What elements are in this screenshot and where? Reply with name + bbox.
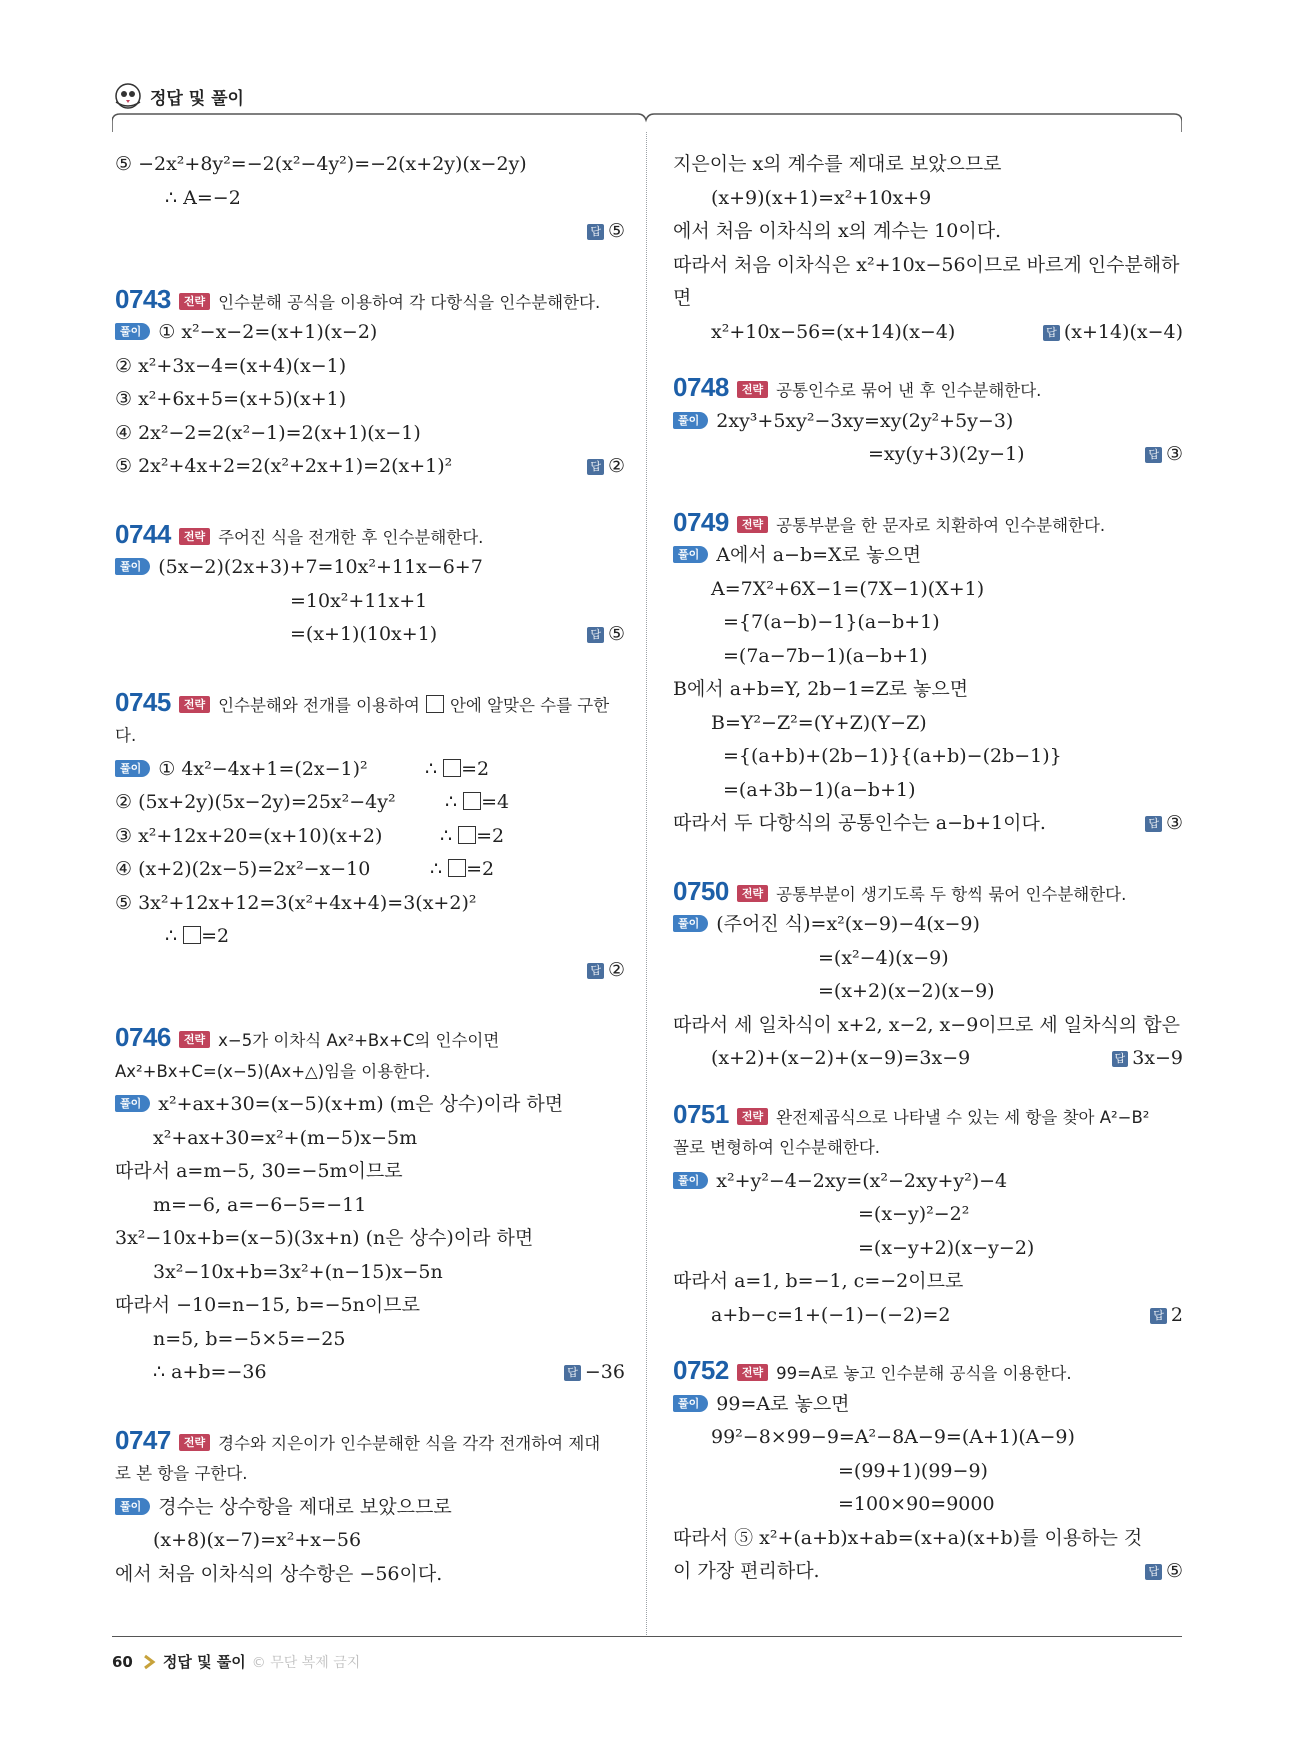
problem-0751 [673, 1098, 1183, 1333]
solution-line: A에서 a−b=X로 놓으면 [716, 544, 922, 566]
strategy-text: 공통인수로 묶어 낸 후 인수분해한다. [776, 381, 1042, 400]
strategy-text: 완전제곱식으로 나타낼 수 있는 세 항을 찾아 A²−B² [776, 1107, 1150, 1127]
solution-line: =(x²−4)(x−9) [818, 946, 949, 969]
solution-line: =(x−y)²−2² [858, 1203, 970, 1225]
strategy-badge: 전략 [179, 528, 210, 545]
blank-box-icon [458, 826, 476, 844]
solution-line: ⑤ −2x²+8y²=−2(x²−4y²)=−2(x+2y)(x−2y) [115, 153, 527, 175]
answer-icon: 답 [564, 1365, 581, 1381]
answer-icon: 답 [1145, 1564, 1162, 1580]
owl-mascot-icon [112, 80, 144, 112]
solution-line: (x+2)+(x−2)+(x−9)=3x−9 [711, 1047, 971, 1069]
answer: 답 ⑤ [587, 215, 625, 249]
problem-number: 0747 [115, 1424, 171, 1455]
solution-line: ② x²+3x−4=(x+4)(x−1) [115, 354, 347, 377]
solution-line: 이 가장 편리하다. [673, 1560, 820, 1582]
strategy-text: 인수분해 공식을 이용하여 각 다항식을 인수분해한다. [218, 292, 601, 312]
blank-box-icon [448, 859, 466, 877]
answer: 답 (x+14)(x−4) [1043, 316, 1183, 350]
strategy-badge: 전략 [737, 885, 768, 902]
solution-badge: 풀이 [115, 760, 150, 777]
solution-line: m=−6, a=−6−5=−11 [153, 1193, 367, 1216]
answer-icon: 답 [1112, 1051, 1129, 1067]
page-footer [112, 1651, 360, 1672]
problem-number: 0745 [115, 686, 171, 717]
solution-line: 따라서 a=1, b=−1, c=−2이므로 [673, 1270, 964, 1292]
blank-box-icon [426, 695, 444, 713]
answer: 답 ② [587, 450, 625, 484]
strategy-text: 공통부분을 한 문자로 치환하여 인수분해한다. [776, 515, 1106, 535]
blank-box-icon [463, 792, 481, 810]
answer: 답 3x−9 [1112, 1042, 1183, 1076]
solution-line: 따라서 −10=n−15, b=−5n이므로 [115, 1294, 420, 1316]
problem-number: 0750 [673, 875, 729, 906]
solution-line: x²+10x−56=(x+14)(x−4) [711, 320, 956, 343]
solution-badge: 풀이 [115, 1498, 150, 1515]
solution-line: =(7a−7b−1)(a−b+1) [723, 644, 928, 667]
answer: 답 ⑤ [1145, 1555, 1183, 1589]
answer-icon: 답 [587, 459, 604, 475]
problem-0752 [673, 1354, 1183, 1589]
solution-line: 따라서 ⑤ x²+(a+b)x+ab=(x+a)(x+b)를 이용하는 것 [673, 1526, 1143, 1549]
problem-number: 0751 [673, 1098, 729, 1129]
strategy-text: 경수와 지은이가 인수분해한 식을 각각 전개하여 제대 [218, 1433, 601, 1453]
answer: 답 ③ [1145, 807, 1183, 841]
problem-0749 [673, 506, 1183, 841]
footer-rule [112, 1636, 1182, 1637]
problem-number: 0743 [115, 283, 171, 314]
solution-line: 99²−8×99−9=A²−8A−9=(A+1)(A−9) [711, 1426, 1075, 1448]
solution-badge: 풀이 [115, 558, 150, 575]
answer-icon: 답 [587, 224, 604, 240]
solution-line: ③ x²+6x+5=(x+5)(x+1) [115, 388, 347, 410]
strategy-badge: 전략 [179, 1031, 210, 1048]
strategy-text: 99=A로 놓고 인수분해 공식을 이용한다. [776, 1364, 1072, 1383]
strategy-text: 주어진 식을 전개한 후 인수분해한다. [218, 527, 484, 547]
strategy-text: Ax²+Bx+C=(x−5)(Ax+△)임을 이용한다. [115, 1061, 431, 1081]
solution-line: 3x²−10x+b=3x²+(n−15)x−5n [153, 1260, 443, 1283]
answer: 답 ⑤ [587, 618, 625, 652]
problem-number: 0749 [673, 506, 729, 537]
solution-line: 따라서 두 다항식의 공통인수는 a−b+1이다. [673, 812, 1046, 834]
solution-badge: 풀이 [673, 915, 708, 932]
solution-line: ④ 2x²−2=2(x²−1)=2(x+1)(x−1) [115, 421, 421, 444]
continued-solution [115, 148, 625, 249]
right-column [673, 148, 1183, 1589]
blank-box-icon [443, 759, 461, 777]
problem-number: 0752 [673, 1355, 729, 1385]
solution-line: x²+y²−4−2xy=(x²−2xy+y²)−4 [716, 1169, 1008, 1192]
answer: 답 ③ [1145, 438, 1183, 472]
problem-number: 0744 [115, 518, 171, 549]
solution-line: (주어진 식)=x²(x−9)−4(x−9) [716, 913, 980, 935]
solution-line: ∴ A=−2 [165, 186, 241, 209]
problem-0747 [115, 1424, 625, 1592]
solution-line: ={(a+b)+(2b−1)}{(a+b)−(2b−1)} [723, 745, 1062, 767]
problem-0744 [115, 518, 625, 652]
strategy-badge: 전략 [737, 516, 768, 533]
page-number: 60 [112, 1652, 133, 1671]
solution-line: =(x+1)(10x+1) [290, 623, 438, 645]
footer-title: 정답 및 풀이 [162, 1653, 246, 1671]
solution-line: ∴ a+b=−36 [153, 1361, 267, 1383]
header-title: 정답 및 풀이 [150, 88, 244, 109]
watermark: © 무단 복제 금지 [251, 1654, 361, 1671]
strategy-badge: 전략 [737, 381, 768, 398]
solution-line: 따라서 처음 이차식은 x²+10x−56이므로 바르게 인수분해하 [673, 253, 1180, 276]
strategy-text: 인수분해와 전개를 이용하여 [218, 695, 420, 715]
problem-number: 0748 [673, 372, 729, 402]
solution-line: ① x²−x−2=(x+1)(x−2) [158, 321, 378, 343]
solution-line: ⑤ 3x²+12x+12=3(x²+4x+4)=3(x+2)² [115, 891, 477, 914]
answer-icon: 답 [587, 963, 604, 979]
solution-badge: 풀이 [673, 1172, 708, 1189]
strategy-text: 공통부분이 생기도록 두 항씩 묶어 인수분해한다. [776, 884, 1127, 904]
answer-icon: 답 [1150, 1308, 1167, 1324]
solution-line: 면 [673, 287, 692, 309]
solution-line: 에서 처음 이차식의 상수항은 −56이다. [115, 1562, 443, 1585]
solution-badge: 풀이 [673, 1395, 708, 1412]
solution-line: 지은이는 x의 계수를 제대로 보았으므로 [673, 153, 1002, 175]
blank-box-icon [183, 926, 201, 944]
solution-line: ={7(a−b)−1}(a−b+1) [723, 611, 940, 633]
solution-line: a+b−c=1+(−1)−(−2)=2 [711, 1303, 951, 1326]
solution-badge: 풀이 [115, 1095, 150, 1112]
solution-line: 에서 처음 이차식의 x의 계수는 10이다. [673, 220, 1002, 242]
answer: 답 ② [587, 954, 625, 988]
solution-line: 따라서 a=m−5, 30=−5m이므로 [115, 1160, 403, 1182]
solution-line: B=Y²−Z²=(Y+Z)(Y−Z) [711, 711, 927, 734]
solution-line: (5x−2)(2x+3)+7=10x²+11x−6+7 [158, 556, 483, 578]
solution-line: x²+ax+30=(x−5)(x+m) (m은 상수)이라 하면 [158, 1093, 564, 1115]
answer-icon: 답 [1145, 447, 1162, 463]
solution-line: 따라서 세 일차식이 x+2, x−2, x−9이므로 세 일차식의 합은 [673, 1013, 1180, 1036]
solution-line: =(a+3b−1)(a−b+1) [723, 778, 916, 801]
solution-line: n=5, b=−5×5=−25 [153, 1327, 346, 1350]
problem-number: 0746 [115, 1022, 171, 1052]
strategy-badge: 전략 [737, 1108, 768, 1125]
solution-line: 2xy³+5xy²−3xy=xy(2y²+5y−3) [716, 409, 1014, 432]
answer-icon: 답 [1145, 816, 1162, 832]
answer-icon: 답 [1043, 325, 1060, 341]
solution-line: (x+8)(x−7)=x²+x−56 [153, 1529, 362, 1551]
solution-badge: 풀이 [673, 412, 708, 429]
solution-line: 경수는 상수항을 제대로 보았으므로 [158, 1495, 452, 1518]
solution-line: ⑤ 2x²+4x+2=2(x²+2x+1)=2(x+1)² [115, 455, 453, 477]
strategy-text: x−5가 이차식 Ax²+Bx+C의 인수이면 [218, 1031, 500, 1050]
strategy-badge: 전략 [737, 1364, 768, 1381]
solution-badge: 풀이 [673, 546, 708, 563]
strategy-text: 로 본 항을 구한다. [115, 1464, 248, 1483]
left-column [115, 148, 625, 1591]
problem-0743 [115, 283, 625, 484]
strategy-text: 안에 알맞은 수를 구한 [449, 695, 610, 715]
column-frame [112, 112, 1182, 132]
solution-line: A=7X²+6X−1=(7X−1)(X+1) [711, 577, 985, 600]
strategy-text: 꼴로 변형하여 인수분해한다. [673, 1138, 881, 1157]
page-header [112, 78, 244, 114]
answer-icon: 답 [587, 627, 604, 643]
strategy-badge: 전략 [179, 293, 210, 310]
answer: 답 −36 [564, 1356, 625, 1390]
solution-line: x²+ax+30=x²+(m−5)x−5m [153, 1126, 418, 1149]
solution-badge: 풀이 [115, 323, 150, 340]
chevron-right-icon [141, 1653, 159, 1671]
column-divider [646, 132, 647, 1637]
problem-0745: 0745 전략 인수분해와 전개를 이용하여 안에 알맞은 수를 구한 다. 풀이 ① 4x²−4x+1=(2x−1)² ∴ =2 ② (5x+2y)(5x−2y)=25x²−4y² ∴ =4 ③ x²+12x+20=(x+10)(x+2) ∴ =2 ④ (x+2)(2x−5)=2x²−x−10 ∴ =2 ⑤ 3x²+12x+12=3(x²+4x+4)=3(x+2)² ∴ =2 답 ② [115, 686, 625, 988]
solution-line: =xy(y+3)(2y−1) [868, 443, 1025, 465]
problem-0748 [673, 371, 1183, 472]
solution-line: =(x−y+2)(x−y−2) [858, 1236, 1035, 1259]
solution-line: =100×90=9000 [838, 1493, 995, 1515]
strategy-text: 다. [115, 726, 137, 745]
strategy-badge: 전략 [179, 1434, 210, 1451]
solution-line: B에서 a+b=Y, 2b−1=Z로 놓으면 [673, 678, 969, 700]
solution-line: =10x²+11x+1 [290, 589, 428, 612]
solution-line: =(99+1)(99−9) [838, 1459, 988, 1482]
continued-solution [673, 148, 1183, 349]
answer: 답 2 [1150, 1299, 1183, 1333]
problem-0746 [115, 1021, 625, 1390]
solution-line: 99=A로 놓으면 [716, 1392, 850, 1415]
solution-line: 3x²−10x+b=(x−5)(3x+n) (n은 상수)이라 하면 [115, 1227, 534, 1249]
problem-0750 [673, 875, 1183, 1076]
strategy-badge: 전략 [179, 696, 210, 713]
solution-line: =(x+2)(x−2)(x−9) [818, 980, 995, 1002]
solution-line: (x+9)(x+1)=x²+10x+9 [711, 186, 932, 209]
